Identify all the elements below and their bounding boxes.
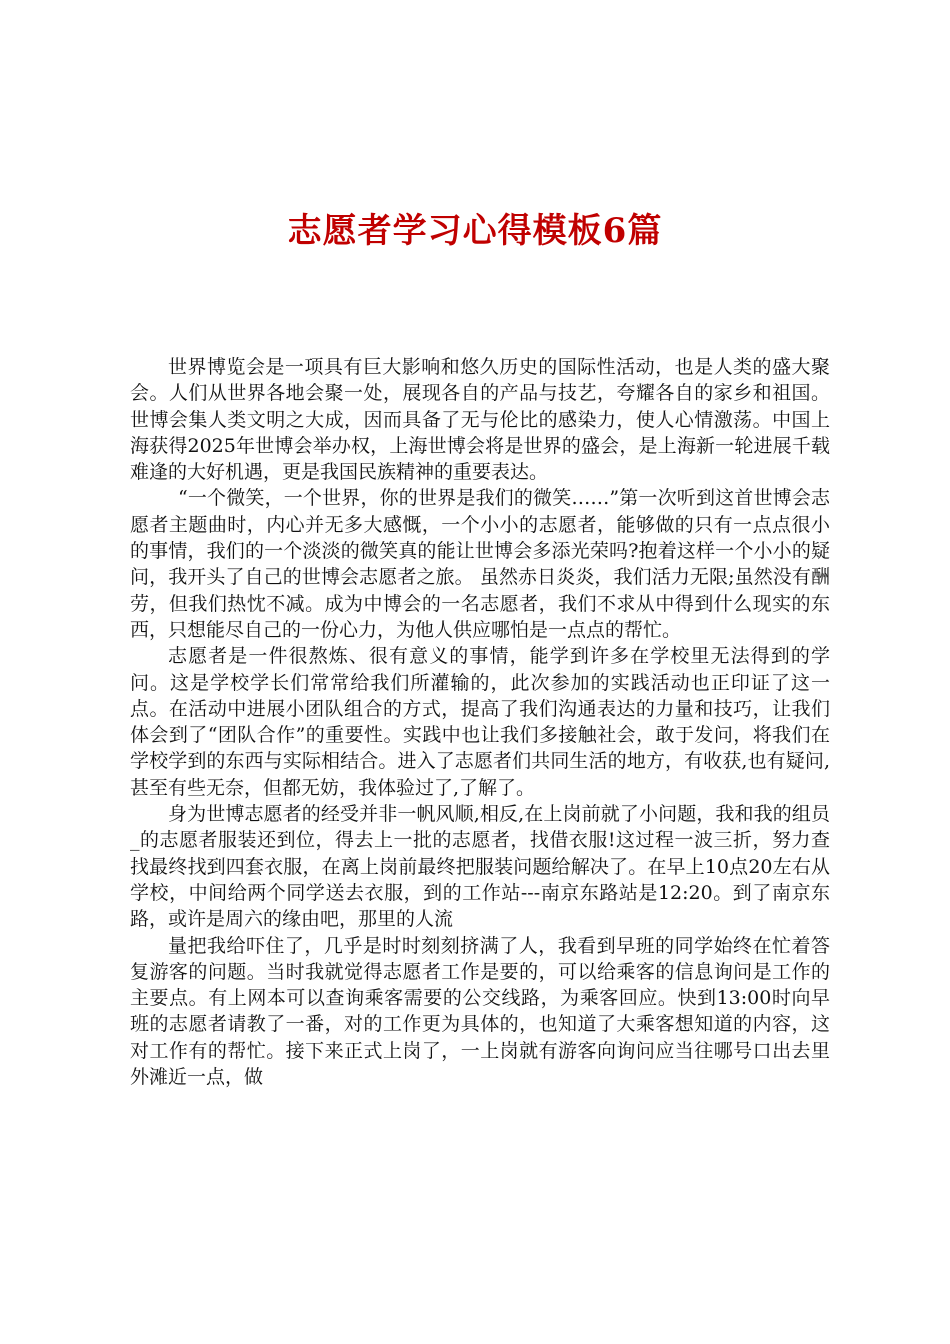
document-title: 志愿者学习心得模板6篇 bbox=[287, 211, 663, 251]
paragraph-2: “一个微笑，一个世界，你的世界是我们的微笑……”第一次听到这首世博会志愿者主题曲时，内心并无多大感慨，一个小小的志愿者，能够做的只有一点点很小的事情，我们的一个淡淡的微笑真的能让世博会多添光荣吗?抱着这样一个小小的疑问，我开头了自己的世博会志愿者之旅。 虽然赤日炎炎，我们活力无限;虽然没有酬劳，但我们热忱不减。成为中博会的一名志愿者，我们不求从中得到什么现实的东西，只想能尽自己的一份心力，为他人供应哪怕是一点点的帮忙。 bbox=[130, 487, 830, 641]
paragraph-4: 身为世博志愿者的经受并非一帆风顺,相反,在上岗前就了小问题，我和我的组员_的志愿者服装还到位，得去上一批的志愿者，找借衣服!这过程一波三折，努力查找最终找到四套衣服，在离上岗前最终把服装问题给解决了。在早上10点20左右从学校，中间给两个同学送去衣服，到的工作站---南京东路站是12:20。到了南京东路，或许是周六的缘由吧，那里的人流 bbox=[130, 803, 830, 931]
paragraph-1: 世界博览会是一项具有巨大影响和悠久历史的国际性活动，也是人类的盛大聚会。人们从世界各地会聚一处，展现各自的产品与技艺，夸耀各自的家乡和祖国。世博会集人类文明之大成，因而具备了无与伦比的感染力，使人心情激荡。中国上海获得2025年世博会举办权，上海世博会将是世界的盛会，是上海新一轮进展千载难逢的大好机遇，更是我国民族精神的重要表达。 bbox=[130, 356, 830, 484]
document-body bbox=[130, 354, 830, 1090]
paragraph-3: 志愿者是一件很熬炼、很有意义的事情，能学到许多在学校里无法得到的学问。这是学校学长们常常给我们所灌输的，此次参加的实践活动也正印证了这一点。在活动中进展小团队组合的方式，提高了我们沟通表达的力量和技巧，让我们体会到了“团队合作”的重要性。实践中也让我们多接触社会，敢于发问，将我们在学校学到的东西与实际相结合。进入了志愿者们共同生活的地方，有收获,也有疑问,甚至有些无奈，但都无妨，我体验过了,了解了。 bbox=[130, 645, 830, 799]
paragraph-5: 量把我给吓住了，几乎是时时刻刻挤满了人，我看到早班的同学始终在忙着答复游客的问题。当时我就觉得志愿者工作是要的，可以给乘客的信息询问是工作的主要点。有上网本可以查询乘客需要的公交线路，为乘客回应。快到13:00时向早班的志愿者请教了一番，对的工作更为具体的，也知道了大乘客想知道的内容，这对工作有的帮忙。接下来正式上岗了，一上岗就有游客向询问应当往哪号口出去里外滩近一点，做 bbox=[130, 934, 830, 1089]
